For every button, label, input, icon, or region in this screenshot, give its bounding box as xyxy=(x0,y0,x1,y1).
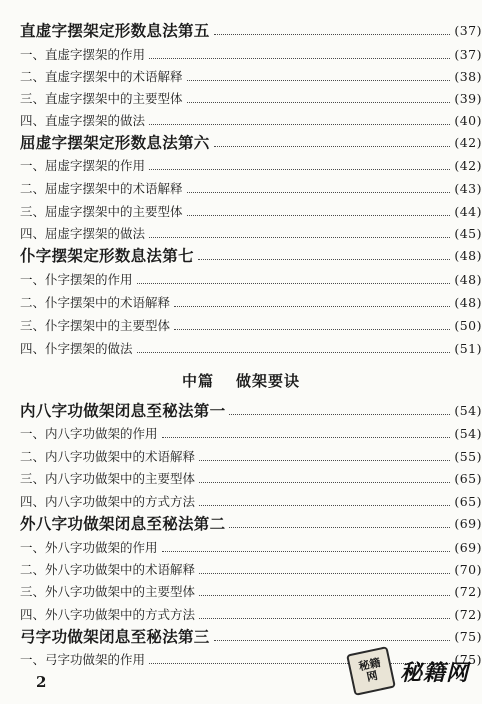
toc-page-ref: (37) xyxy=(454,46,482,62)
dot-leader xyxy=(137,352,451,353)
toc-subsection-row[interactable] xyxy=(0,109,482,131)
toc-page-ref: (54) xyxy=(454,402,482,418)
toc-subsection-row[interactable] xyxy=(0,291,482,313)
toc-page-ref: (69) xyxy=(454,515,482,531)
dot-leader xyxy=(229,414,450,415)
toc-entry-title: 内八字功做架闭息至秘法第一 xyxy=(20,401,226,420)
toc-entry-title: 三、外八字功做架中的主要型体 xyxy=(20,584,196,599)
dot-leader xyxy=(174,306,450,307)
toc-subsection-row[interactable] xyxy=(0,580,482,602)
toc-entry-title: 直虚字摆架定形数息法第五 xyxy=(20,21,210,40)
toc-page-ref: (42) xyxy=(454,134,482,150)
dot-leader xyxy=(199,460,450,461)
toc-subsection-row[interactable] xyxy=(0,200,482,222)
dot-leader xyxy=(198,259,451,260)
toc-entry-title: 四、内八字功做架中的方式方法 xyxy=(20,494,196,509)
toc-page-ref: (40) xyxy=(454,112,482,128)
toc-subsection-row[interactable] xyxy=(0,422,482,444)
toc-entry-title: 三、仆字摆架中的主要型体 xyxy=(20,318,171,333)
toc-subsection-row[interactable] xyxy=(0,177,482,199)
toc-entry-title: 四、外八字功做架中的方式方法 xyxy=(20,607,196,622)
toc-page-ref: (39) xyxy=(454,90,482,106)
dot-leader xyxy=(199,618,450,619)
toc-subsection-row[interactable] xyxy=(0,222,482,244)
toc-subsection-row[interactable] xyxy=(0,467,482,489)
toc-entry-title: 三、内八字功做架中的主要型体 xyxy=(20,471,196,486)
toc-subsection-row[interactable] xyxy=(0,490,482,512)
toc-chapter-row[interactable] xyxy=(0,244,482,266)
toc-page-ref: (38) xyxy=(454,68,482,84)
toc-entry-title: 屈虚字摆架定形数息法第六 xyxy=(20,133,210,152)
toc-entry-title: 二、直虚字摆架中的术语解释 xyxy=(20,69,183,84)
toc-subsection-row[interactable] xyxy=(0,43,482,65)
toc-entry-title: 一、仆字摆架的作用 xyxy=(20,272,133,287)
toc-page-ref: (50) xyxy=(454,317,482,333)
toc-entry-title: 外八字功做架闭息至秘法第二 xyxy=(20,514,226,533)
dot-leader xyxy=(199,595,450,596)
toc-page-ref: (65) xyxy=(454,470,482,486)
dot-leader xyxy=(187,192,451,193)
toc-page-ref: (45) xyxy=(454,225,482,241)
toc-entry-title: 四、直虚字摆架的做法 xyxy=(20,113,146,128)
page-number: 2 xyxy=(36,673,47,691)
toc-entry-title: 一、屈虚字摆架的作用 xyxy=(20,158,146,173)
toc-page-ref: (75) xyxy=(454,651,482,667)
toc-entry-title: 二、外八字功做架中的术语解释 xyxy=(20,562,196,577)
toc-subsection-row[interactable] xyxy=(0,154,482,176)
dot-leader xyxy=(149,237,450,238)
dot-leader xyxy=(199,482,450,483)
dot-leader xyxy=(214,146,451,147)
section-heading xyxy=(0,370,482,391)
watermark-text: 秘籍网 xyxy=(400,659,470,686)
dot-leader xyxy=(214,34,451,35)
toc-page-ref: (48) xyxy=(454,294,482,310)
toc-page-ref: (42) xyxy=(454,157,482,173)
dot-leader xyxy=(162,437,451,438)
watermark-seal-icon xyxy=(346,646,396,696)
toc-page-ref: (48) xyxy=(454,271,482,287)
toc-chapter-row[interactable] xyxy=(0,512,482,534)
dot-leader xyxy=(149,58,450,59)
watermark xyxy=(350,640,480,702)
toc-entry-title: 一、直虚字摆架的作用 xyxy=(20,47,146,62)
toc-page-ref: (54) xyxy=(454,425,482,441)
toc-entry-title: 三、直虚字摆架中的主要型体 xyxy=(20,91,183,106)
toc-entry-title: 四、仆字摆架的做法 xyxy=(20,341,133,356)
dot-leader xyxy=(187,215,451,216)
toc-entry-title: 一、内八字功做架的作用 xyxy=(20,426,158,441)
toc-subsection-row[interactable] xyxy=(0,337,482,359)
toc-subsection-row[interactable] xyxy=(0,603,482,625)
toc-entry-title: 四、屈虚字摆架的做法 xyxy=(20,226,146,241)
dot-leader xyxy=(149,124,450,125)
dot-leader xyxy=(174,329,450,330)
dot-leader xyxy=(229,527,450,528)
toc-entry-title: 二、内八字功做架中的术语解释 xyxy=(20,449,196,464)
dot-leader xyxy=(187,102,451,103)
toc-entry-title: 一、外八字功做架的作用 xyxy=(20,540,158,555)
toc-entry-title: 弓字功做架闭息至秘法第三 xyxy=(20,627,210,646)
toc-entry-title: 仆字摆架定形数息法第七 xyxy=(20,246,194,265)
toc-page-ref: (75) xyxy=(454,628,482,644)
section-name-label: 做架要诀 xyxy=(236,372,301,390)
toc-page-ref: (44) xyxy=(454,203,482,219)
toc-page-ref: (72) xyxy=(454,606,482,622)
toc-page-ref: (65) xyxy=(454,493,482,509)
toc-chapter-row[interactable] xyxy=(0,399,482,421)
toc-page-ref: (51) xyxy=(454,340,482,356)
toc-entry-title: 二、仆字摆架中的术语解释 xyxy=(20,295,171,310)
dot-leader xyxy=(199,505,450,506)
toc-page-ref: (55) xyxy=(454,448,482,464)
toc-page-ref: (43) xyxy=(454,180,482,196)
toc-subsection-row[interactable] xyxy=(0,558,482,580)
dot-leader xyxy=(149,169,450,170)
toc-page-ref: (72) xyxy=(454,583,482,599)
dot-leader xyxy=(162,551,451,552)
toc-chapter-row[interactable] xyxy=(0,19,482,41)
toc-page-ref: (37) xyxy=(454,22,482,38)
dot-leader xyxy=(137,283,451,284)
toc-subsection-row[interactable] xyxy=(0,314,482,336)
section-part-label: 中篇 xyxy=(181,372,214,390)
dot-leader xyxy=(187,80,451,81)
toc-chapter-row[interactable] xyxy=(0,131,482,153)
toc-entry-title: 三、屈虚字摆架中的主要型体 xyxy=(20,204,183,219)
toc-subsection-row[interactable] xyxy=(0,87,482,109)
toc-page-ref: (48) xyxy=(454,247,482,263)
toc-subsection-row[interactable] xyxy=(0,268,482,290)
toc-subsection-row[interactable] xyxy=(0,445,482,467)
dot-leader xyxy=(199,573,450,574)
toc-entry-title: 一、弓字功做架的作用 xyxy=(20,652,146,667)
toc-subsection-row[interactable] xyxy=(0,536,482,558)
watermark-seal-text: 秘籍网 xyxy=(357,655,382,684)
toc-entry-title: 二、屈虚字摆架中的术语解释 xyxy=(20,181,183,196)
toc-page-ref: (70) xyxy=(454,561,482,577)
toc-subsection-row[interactable] xyxy=(0,65,482,87)
toc-page-ref: (69) xyxy=(454,539,482,555)
